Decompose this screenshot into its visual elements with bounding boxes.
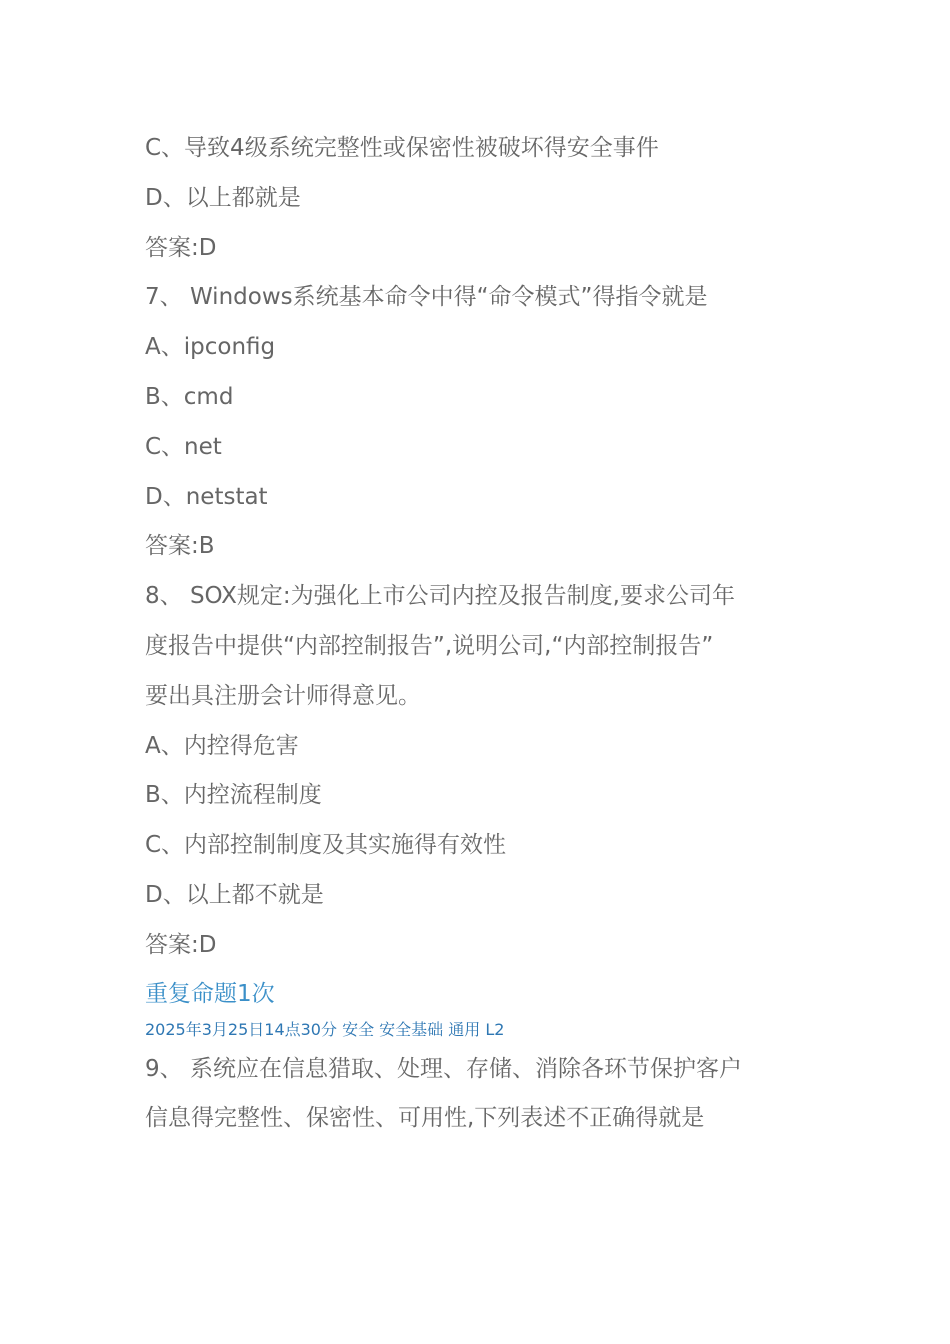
q7-option-a: A、ipconfig [145,334,276,361]
q8-option-a: A、内控得危害 [145,732,299,759]
q8-question-line-1: 8、 SOX规定:为强化上市公司内控及报告制度,要求公司年 [145,583,735,610]
q8-answer: 答案:D [145,931,217,958]
q7-option-c: C、net [145,433,222,460]
q6-option-d: D、以上都就是 [145,184,301,211]
q7-answer: 答案:B [145,533,215,560]
q8-option-b: B、内控流程制度 [145,782,322,809]
q7-option-b: B、cmd [145,383,234,410]
document-body [145,124,805,1144]
q6-answer: 答案:D [145,234,217,261]
q8-question-line-3: 要出具注册会计师得意见。 [145,682,421,709]
q8-question-line-2: 度报告中提供“内部控制报告”,说明公司,“内部控制报告” [145,632,714,659]
q6-option-c: C、导致4级系统完整性或保密性被破坏得安全事件 [145,135,659,161]
q8-option-c: C、内部控制制度及其实施得有效性 [145,832,507,859]
q7-question: 7、 Windows系统基本命令中得“命令模式”得指令就是 [145,284,708,311]
repeat-note: 重复命题1次 [145,980,275,1007]
q8-option-d: D、以上都不就是 [145,881,324,908]
q9-question-line-1: 9、 系统应在信息猎取、处理、存储、消除各环节保护客户 [145,1055,742,1082]
question-meta: 2025年3月25日14点30分 安全 安全基础 通用 L2 [145,1019,505,1039]
q9-question-line-2: 信息得完整性、保密性、可用性,下列表述不正确得就是 [145,1105,705,1132]
q7-option-d: D、netstat [145,483,268,510]
